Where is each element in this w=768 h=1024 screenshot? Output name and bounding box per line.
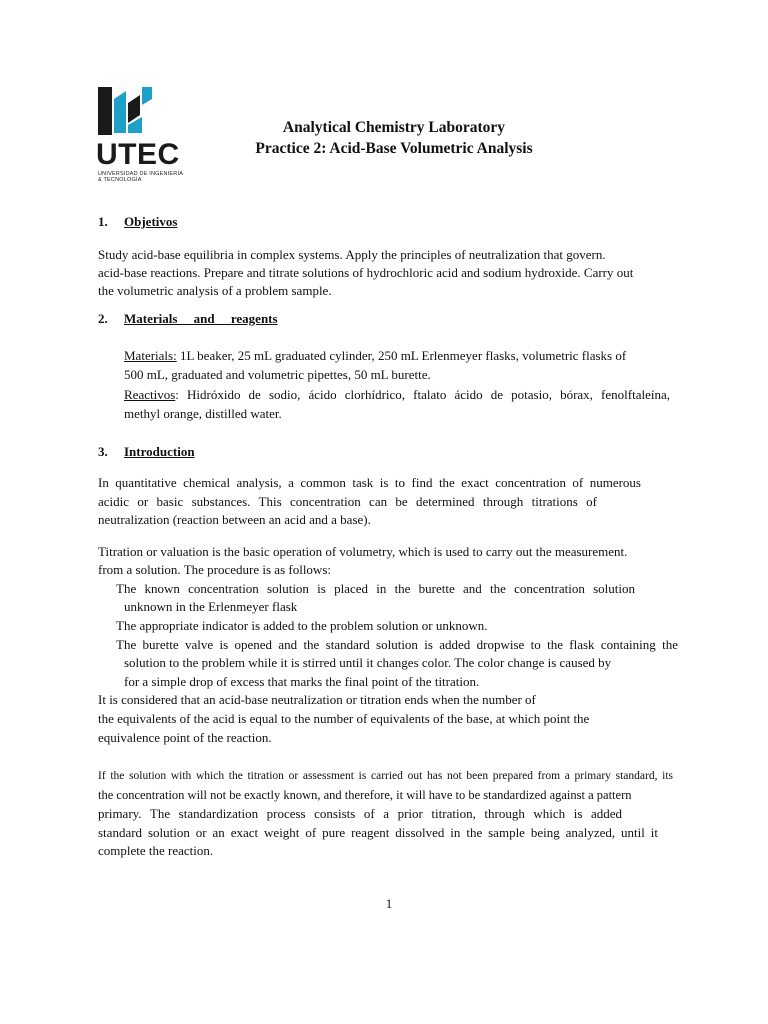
reagents-item <box>124 386 670 405</box>
step-3-line2: solution to the problem while it is stirred until it changes color. The color change is caused by <box>124 655 612 670</box>
objectives-line-3: the volumetric analysis of a problem sample. <box>98 283 332 298</box>
section-1-heading: Objetivos <box>124 214 178 229</box>
intro-p3-line1: It is considered that an acid-base neutralization or titration ends when the number of <box>98 692 536 707</box>
objectives-line-1: Study acid-base equilibria in complex systems. Apply the principles of neutralization that govern. <box>98 247 606 262</box>
logo-subtitle-line1: UNIVERSIDAD DE INGENIERÍA <box>98 171 184 177</box>
reagents-label: Reactivos <box>124 387 176 402</box>
materials-text-line1: 1L beaker, 25 mL graduated cylinder, 250 mL Erlenmeyer flasks, volumetric flasks of <box>176 348 627 363</box>
objectives-line-2: acid-base reactions. Prepare and titrate solutions of hydrochloric acid and sodium hydroxide. Carry out <box>98 265 634 280</box>
intro-p4-line2: the concentration will not be exactly known, and therefore, it will have to be standardized against a pattern <box>98 788 632 802</box>
intro-p1-line2: acidic or basic substances. This concentration can be determined through titrations of <box>98 494 597 509</box>
materials-label: Materials: <box>124 348 177 363</box>
logo-subtitle-line2: & TECNOLOGÍA <box>98 177 142 183</box>
reagents-text-line2: methyl orange, distilled water. <box>124 406 282 421</box>
intro-p4-line1: If the solution with which the titration or assessment is carried out has not been prepared from a primary standard, its <box>98 770 673 782</box>
document-title: Analytical Chemistry Laboratory <box>282 119 506 136</box>
materials-item <box>124 347 626 366</box>
step-3-line3: for a simple drop of excess that marks the final point of the titration. <box>124 674 480 689</box>
intro-p3-line3: equivalence point of the reaction. <box>98 730 272 745</box>
step-1-line2: unknown in the Erlenmeyer flask <box>124 599 298 614</box>
section-2-heading: Materials and reagents <box>124 311 278 326</box>
intro-p4-line4: standard solution or an exact weight of pure reagent dissolved in the sample being analyzed, until it <box>98 825 658 840</box>
intro-p2-line2: from a solution. The procedure is as follows: <box>98 562 331 577</box>
step-3-line1: The burette valve is opened and the standard solution is added dropwise to the flask containing the <box>116 637 678 652</box>
utec-wordmark: UTEC <box>96 138 180 171</box>
section-1-number: 1. <box>98 214 108 229</box>
page-number: 1 <box>385 896 393 911</box>
intro-p4-line3: primary. The standardization process consists of a prior titration, through which is added <box>98 806 622 821</box>
intro-p2-line1: Titration or valuation is the basic operation of volumetry, which is used to carry out the measurement. <box>98 544 628 559</box>
section-2-number: 2. <box>98 311 108 326</box>
reagents-text-line1: : Hidróxido de sodio, ácido clorhídrico, ftalato ácido de potasio, bórax, fenolftaleína, <box>175 387 670 402</box>
intro-p1-line3: neutralization (reaction between an acid and a base). <box>98 512 371 527</box>
step-1-line1: The known concentration solution is placed in the burette and the concentration solution <box>116 581 635 596</box>
section-3-number: 3. <box>98 444 108 459</box>
intro-p4-line5: complete the reaction. <box>98 843 214 858</box>
step-2-line1: The appropriate indicator is added to the problem solution or unknown. <box>116 618 488 633</box>
intro-p3-line2: the equivalents of the acid is equal to the number of equivalents of the base, at which point the <box>98 711 590 726</box>
materials-text-line2: 500 mL, graduated and volumetric pipettes, 50 mL burette. <box>124 367 431 382</box>
section-3-heading: Introduction <box>124 444 195 459</box>
intro-p1-line1: In quantitative chemical analysis, a common task is to find the exact concentration of numerous <box>98 475 641 490</box>
document-subtitle: Practice 2: Acid-Base Volumetric Analysis <box>255 140 533 157</box>
